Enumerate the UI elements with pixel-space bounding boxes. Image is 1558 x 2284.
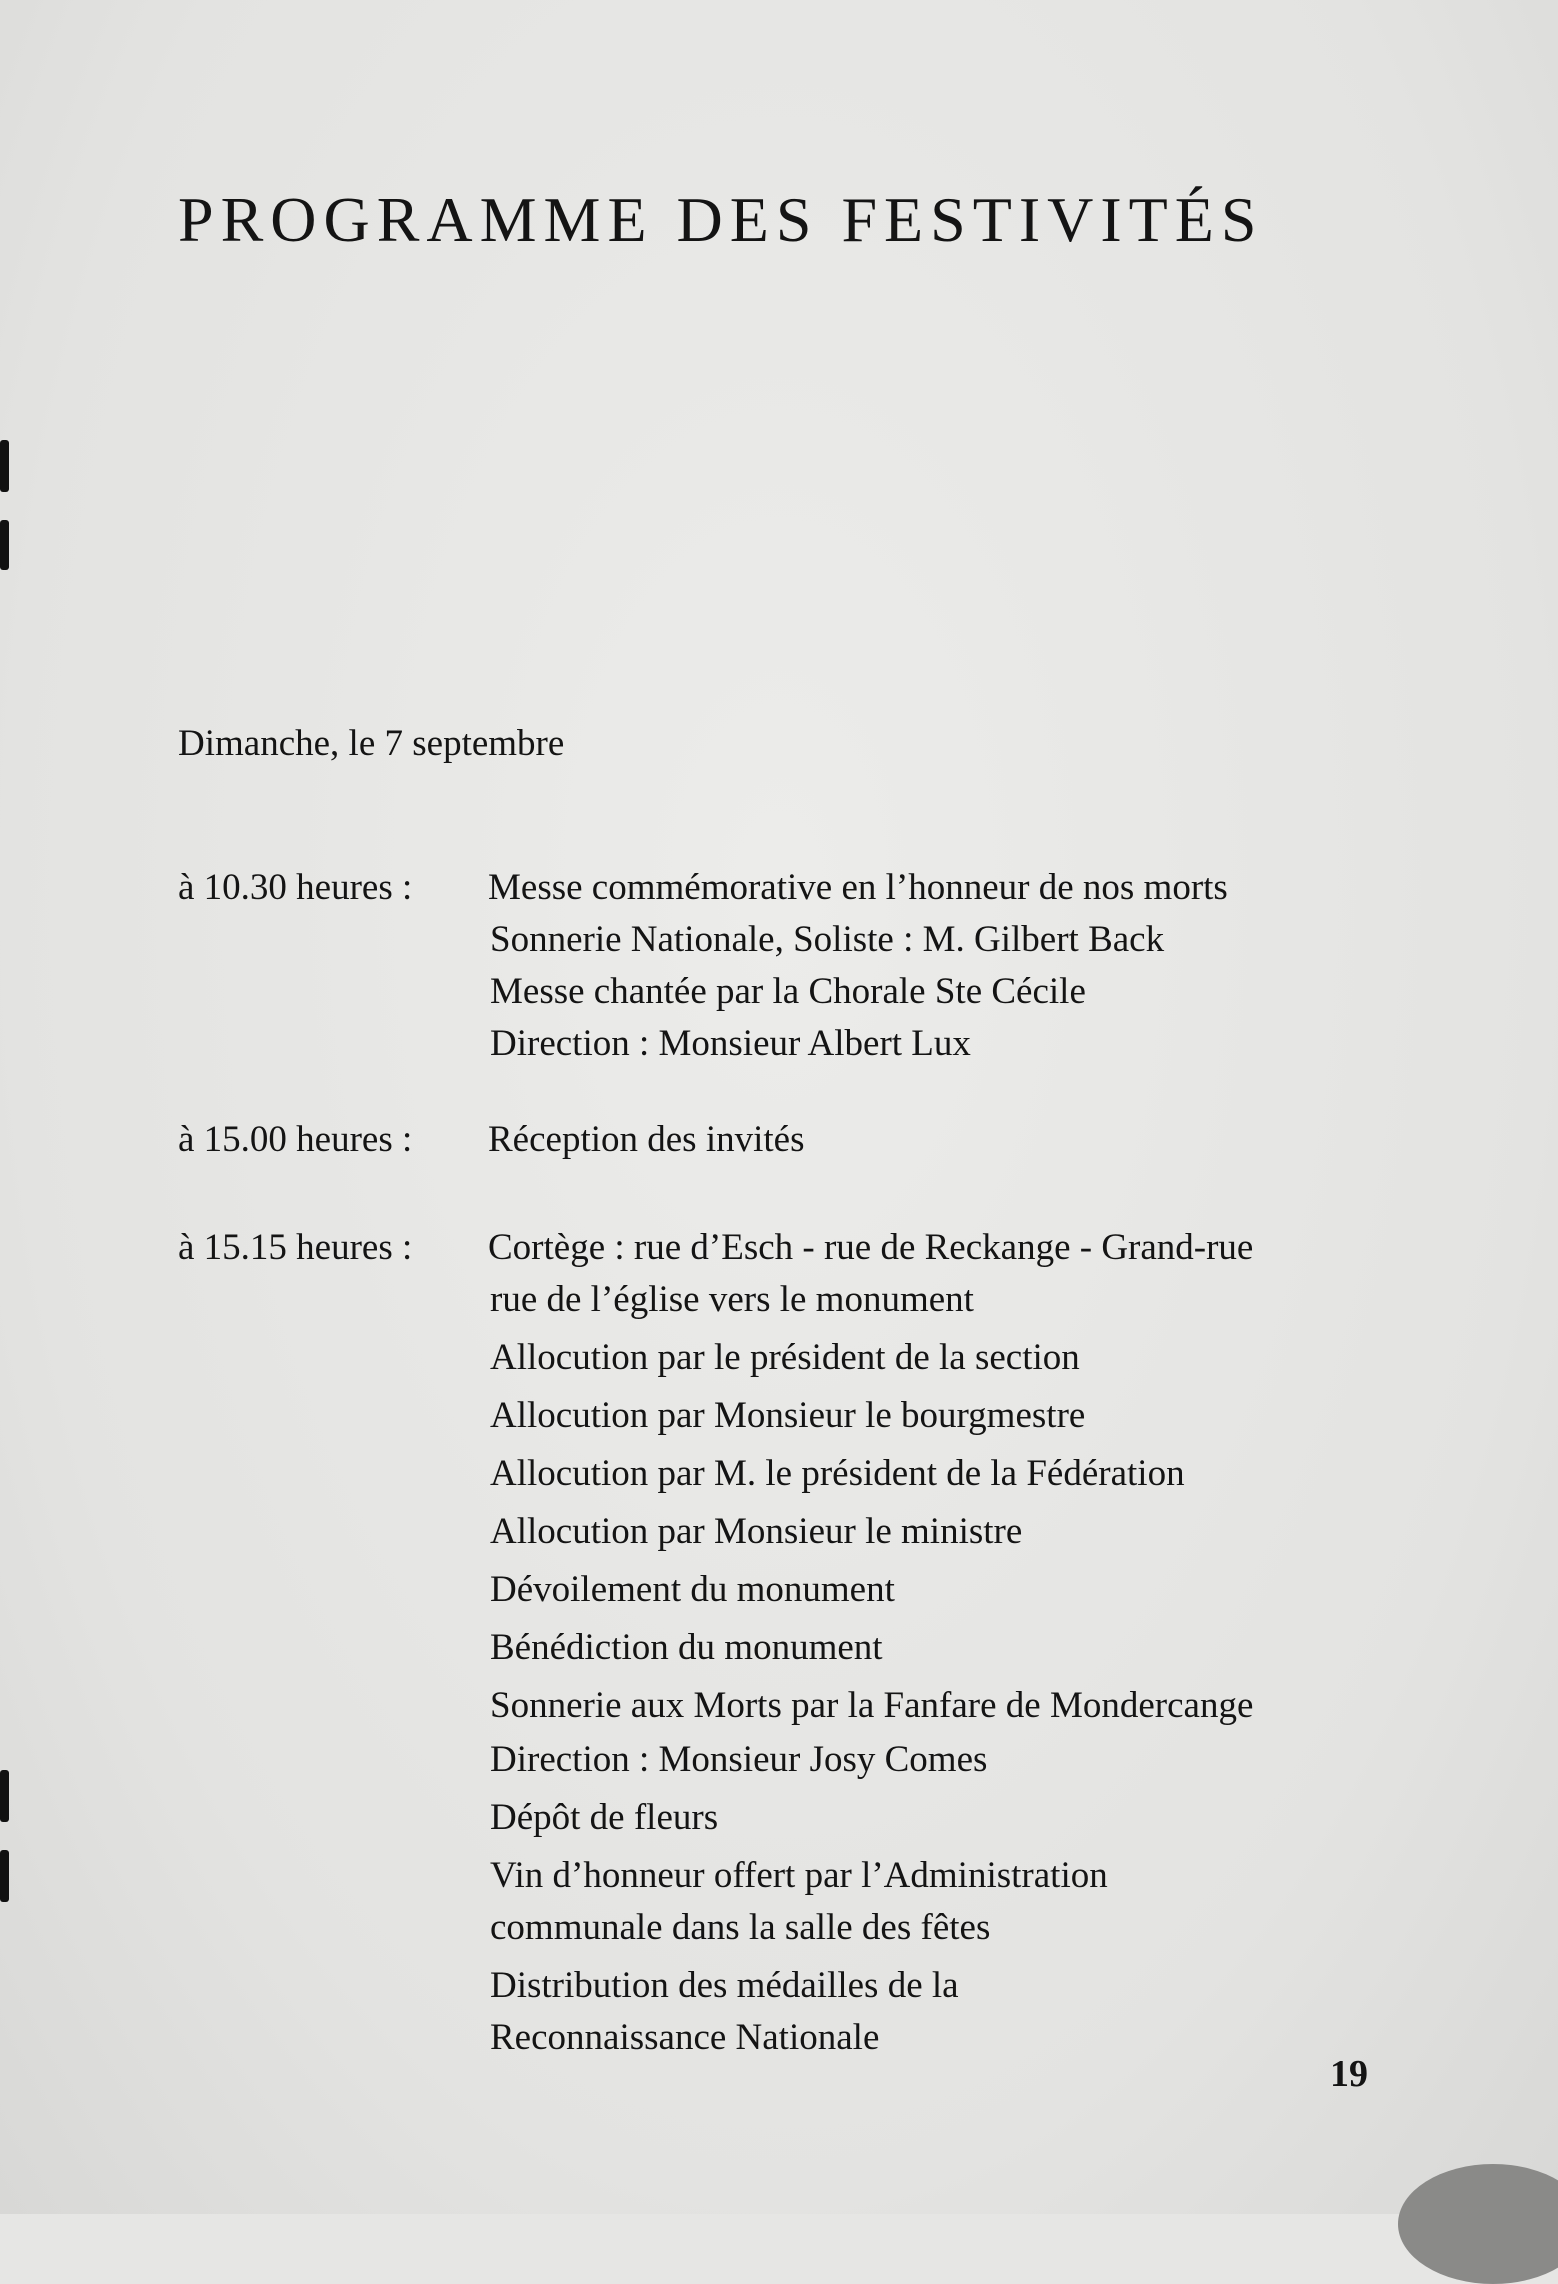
binder-hole-mark — [0, 440, 9, 492]
schedule-line: Réception des invités — [488, 1119, 805, 1160]
schedule-line: Vin d’honneur offert par l’Administration — [490, 1855, 1108, 1896]
page-corner-shadow — [1398, 2164, 1558, 2284]
schedule-line: rue de l’église vers le monument — [490, 1279, 974, 1320]
schedule-line: Messe chantée par la Chorale Ste Cécile — [490, 971, 1086, 1012]
schedule-line: Cortège : rue d’Esch - rue de Reckange - Grand-rue — [488, 1227, 1254, 1268]
page-number: 19 — [1330, 2053, 1368, 2095]
schedule-line: Sonnerie Nationale, Soliste : M. Gilbert Back — [490, 919, 1165, 960]
schedule-line: Allocution par Monsieur le ministre — [490, 1511, 1023, 1552]
binder-hole-mark — [0, 1770, 9, 1822]
event-date: Dimanche, le 7 septembre — [178, 723, 565, 764]
binder-hole-mark — [0, 520, 9, 570]
schedule-time: à 15.00 heures : — [178, 1119, 413, 1160]
schedule-time: à 10.30 heures : — [178, 867, 413, 908]
schedule-line: Allocution par M. le président de la Fédération — [490, 1453, 1185, 1494]
schedule-line: Dévoilement du monument — [490, 1569, 895, 1610]
schedule-line: Sonnerie aux Morts par la Fanfare de Mondercange — [490, 1685, 1254, 1726]
schedule-line: Messe commémorative en l’honneur de nos morts — [488, 867, 1228, 908]
page-title: PROGRAMME DES FESTIVITÉS — [178, 183, 1264, 255]
schedule-line: Distribution des médailles de la — [490, 1965, 959, 2006]
schedule-line: Allocution par le président de la section — [490, 1337, 1080, 1378]
schedule-line: communale dans la salle des fêtes — [490, 1907, 991, 1948]
schedule-line: Direction : Monsieur Albert Lux — [490, 1023, 971, 1064]
binder-hole-mark — [0, 1850, 9, 1902]
schedule-line: Reconnaissance Nationale — [490, 2017, 880, 2058]
schedule-line: Allocution par Monsieur le bourgmestre — [490, 1395, 1086, 1436]
schedule-line: Direction : Monsieur Josy Comes — [490, 1739, 988, 1780]
schedule-line: Dépôt de fleurs — [490, 1797, 719, 1838]
schedule-line: Bénédiction du monument — [490, 1627, 883, 1668]
schedule-time: à 15.15 heures : — [178, 1227, 413, 1268]
